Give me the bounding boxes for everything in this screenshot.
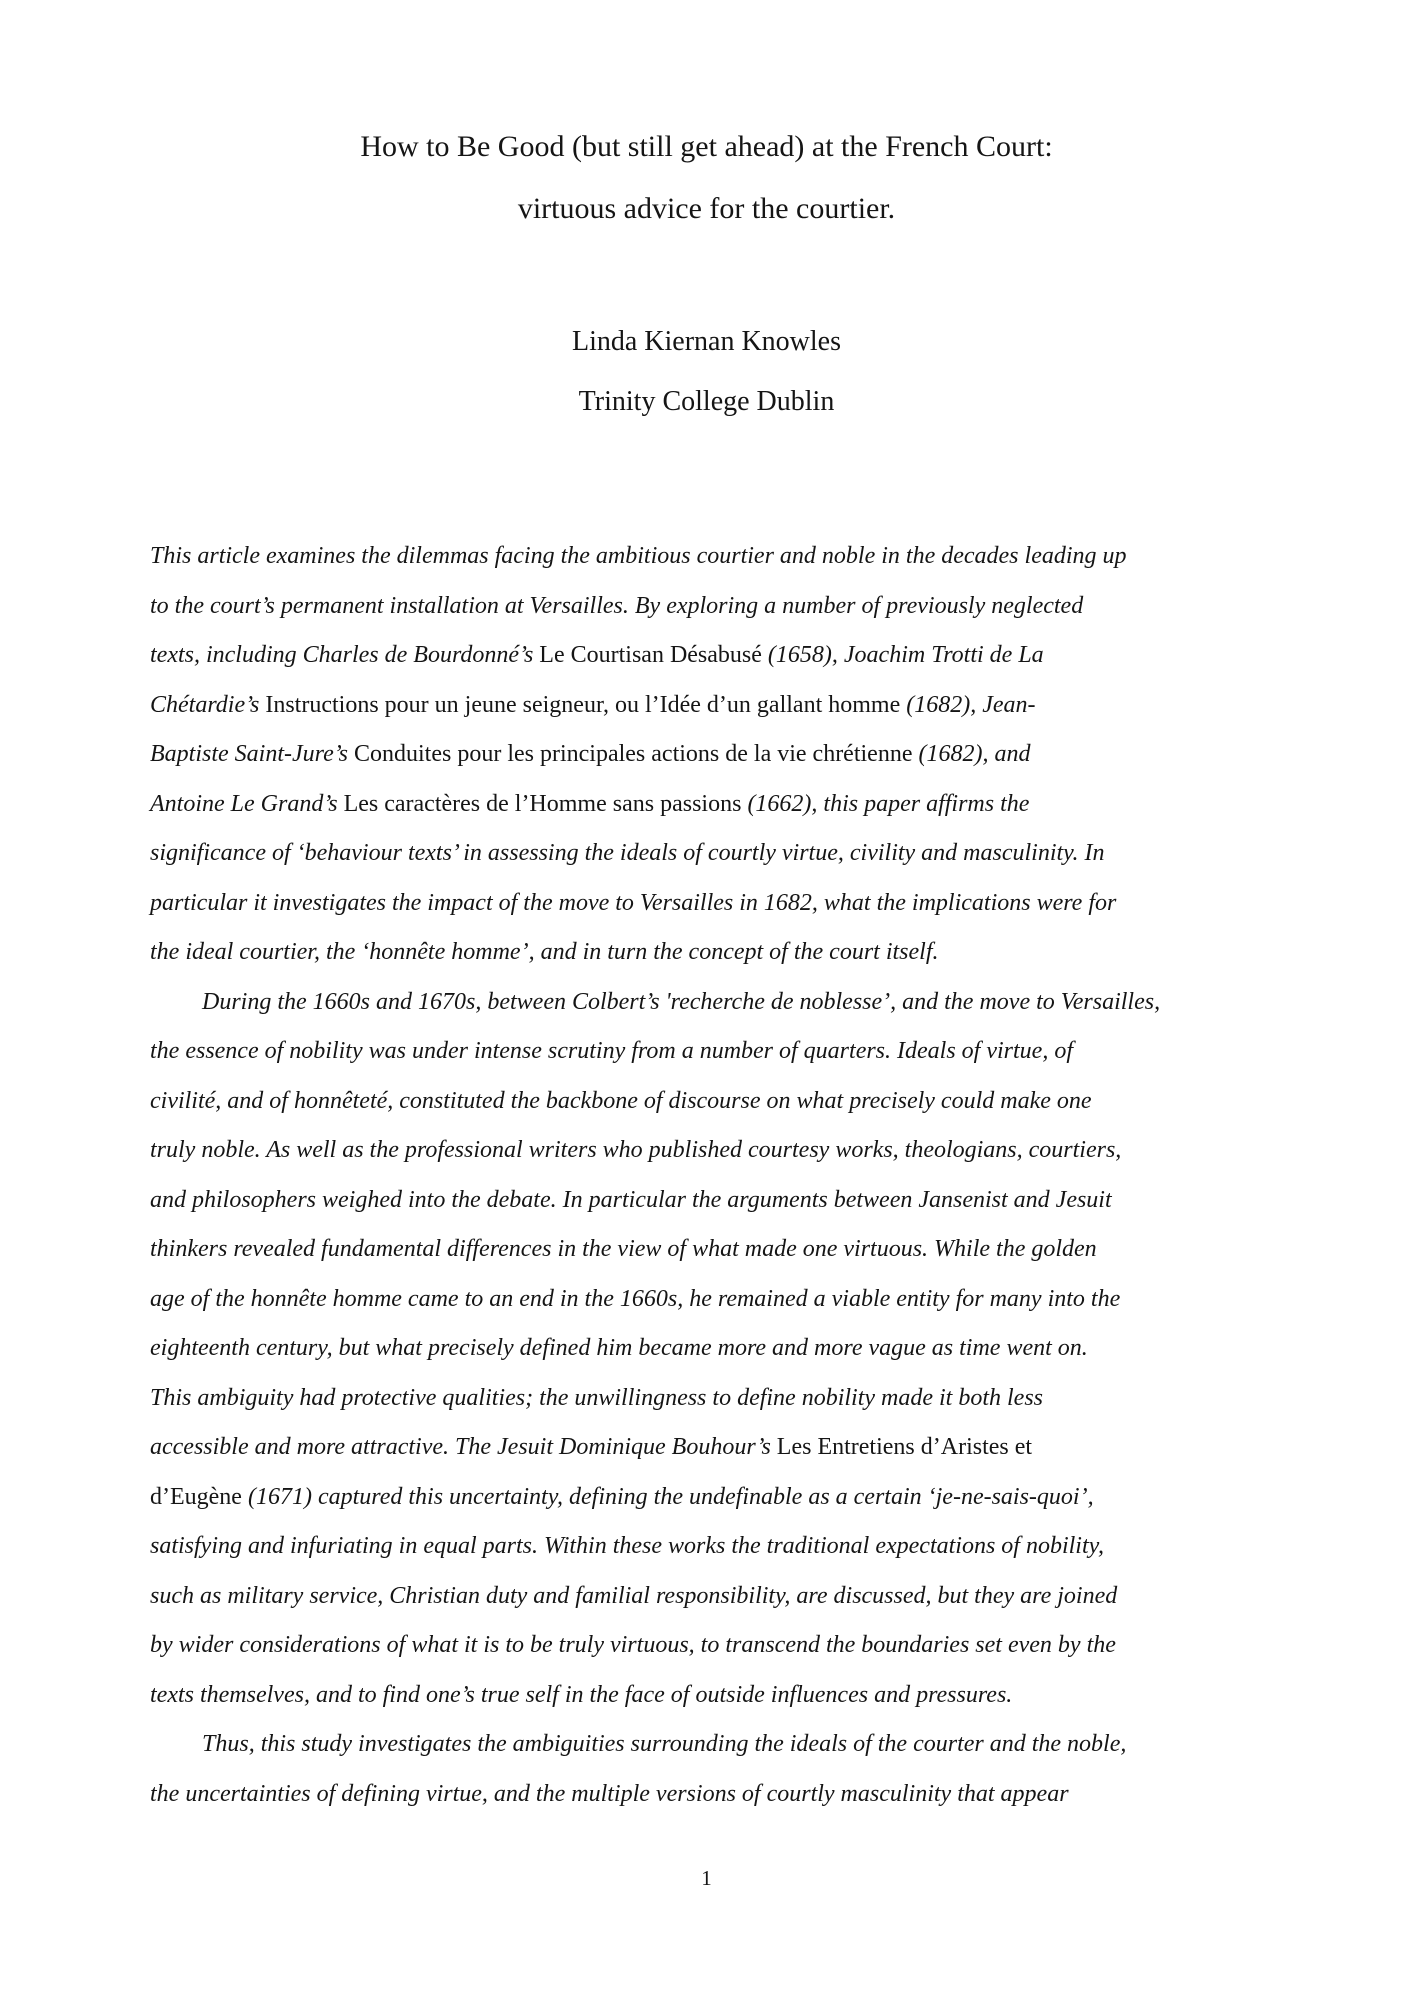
text-line: [150, 681, 1290, 731]
text-line: [150, 1770, 1290, 1820]
paragraph: [150, 978, 1290, 1721]
text-line: [150, 1720, 1290, 1770]
text-run: and philosophers weighed into the debate. In particular the arguments between Jansenist and Jesuit: [150, 1186, 1112, 1213]
text-run: truly noble. As well as the professional writers who published courtesy works, theologians, courtiers,: [150, 1137, 1122, 1163]
text-line: [150, 928, 1290, 978]
text-run: (1671) captured this uncertainty, defining the undefinable as a certain ‘je-ne-sais-quoi’,: [247, 1483, 1094, 1510]
text-line: [150, 780, 1290, 830]
text-line: [150, 1621, 1290, 1671]
text-run: the ideal courtier, the ‘honnête homme’, and in turn the concept of the court itself.: [150, 939, 939, 965]
text-line: [150, 582, 1290, 632]
text-line: [150, 1324, 1290, 1374]
author-affiliation: Trinity College Dublin: [578, 386, 835, 417]
text-run: (1682), and: [918, 741, 1031, 767]
text-run: particular it investigates the impact of the move to Versailles in 1682, what the implications were for: [150, 889, 1117, 916]
text-line: [150, 1176, 1290, 1226]
text-run: significance of ‘behaviour texts’ in assessing the ideals of courtly virtue, civility and masculinity. In: [150, 840, 1105, 866]
text-run: eighteenth century, but what precisely defined him became more and more vague as time went on.: [150, 1335, 1088, 1361]
text-line: [150, 829, 1290, 879]
text-run: During the 1660s and 1670s, between Colbert’s 'recherche de noblesse’, and the move to Versailles,: [202, 988, 1161, 1015]
text-line: [150, 1077, 1290, 1127]
text-run: Chétardie’s: [150, 691, 266, 718]
text-run: (1682), Jean-: [906, 691, 1036, 718]
text-line: [150, 1027, 1290, 1077]
text-run: (1662), this paper affirms the: [747, 790, 1030, 817]
text-line: [150, 1473, 1290, 1523]
text-line: [150, 1671, 1290, 1721]
text-run: Les Entretiens d’Aristes et: [776, 1434, 1033, 1460]
text-line: [150, 532, 1290, 582]
page-number: 1: [701, 1866, 712, 1890]
text-line: [150, 1275, 1290, 1325]
text-line: [150, 1522, 1290, 1572]
text-line: [150, 1225, 1290, 1275]
text-run: This ambiguity had protective qualities; the unwillingness to define nobility made it both less: [150, 1384, 1044, 1411]
text-run: Les caractères de l’Homme sans passions: [343, 790, 748, 817]
text-run: age of the honnête homme came to an end in the 1660s, he remained a viable entity for many into the: [150, 1285, 1121, 1312]
text-run: Baptiste Saint-Jure’s: [150, 741, 354, 767]
text-run: civilité, and of honnêteté, constituted the backbone of discourse on what precisely could make one: [150, 1087, 1092, 1114]
text-line: [150, 978, 1290, 1028]
text-run: satisfying and infuriating in equal parts. Within these works the traditional expectations of nobility,: [150, 1533, 1104, 1559]
article-body: [150, 532, 1290, 1819]
text-run: accessible and more attractive. The Jesuit Dominique Bouhour’s: [150, 1434, 777, 1460]
text-line: [150, 879, 1290, 929]
author-name: Linda Kiernan Knowles: [571, 326, 842, 357]
text-run: d’Eugène: [150, 1483, 248, 1510]
text-run: such as military service, Christian duty and familial responsibility, are discussed, but they are joined: [150, 1582, 1118, 1609]
text-run: texts themselves, and to find one’s true self in the face of outside influences and pressures.: [150, 1681, 1013, 1708]
text-run: texts, including Charles de Bourdonné’s: [150, 642, 540, 668]
text-run: the uncertainties of defining virtue, and the multiple versions of courtly masculinity that appear: [150, 1780, 1069, 1807]
author-block: [0, 312, 1413, 432]
text-run: by wider considerations of what it is to be truly virtuous, to transcend the boundaries set even by the: [150, 1632, 1116, 1658]
text-run: Conduites pour les principales actions de la vie chrétienne: [353, 741, 919, 767]
text-run: Instructions pour un jeune seigneur, ou l’Idée d’un gallant homme: [265, 691, 907, 718]
document-title-line2: virtuous advice for the courtier.: [517, 192, 896, 225]
text-line: [150, 1572, 1290, 1622]
text-run: thinkers revealed fundamental differences in the view of what made one virtuous. While the golden: [150, 1236, 1097, 1262]
text-run: Thus, this study investigates the ambiguities surrounding the ideals of the courter and the noble,: [202, 1731, 1127, 1757]
text-line: [150, 730, 1290, 780]
text-line: [150, 1423, 1290, 1473]
text-line: [150, 631, 1290, 681]
text-run: to the court’s permanent installation at Versailles. By exploring a number of previously neglected: [150, 592, 1084, 619]
paragraph: [150, 1720, 1290, 1819]
document-title-line1: How to Be Good (but still get ahead) at the French Court:: [360, 130, 1053, 163]
text-run: This article examines the dilemmas facing the ambitious courtier and noble in the decades leading up: [150, 543, 1127, 569]
text-line: [150, 1374, 1290, 1424]
text-run: the essence of nobility was under intense scrutiny from a number of quarters. Ideals of virtue, of: [150, 1038, 1073, 1064]
text-run: Le Courtisan Désabusé: [539, 642, 768, 668]
text-run: Antoine Le Grand’s: [150, 790, 344, 817]
text-run: (1658), Joachim Trotti de La: [767, 642, 1044, 668]
text-line: [150, 1126, 1290, 1176]
title-block: [0, 0, 1413, 240]
paragraph: [150, 532, 1290, 978]
